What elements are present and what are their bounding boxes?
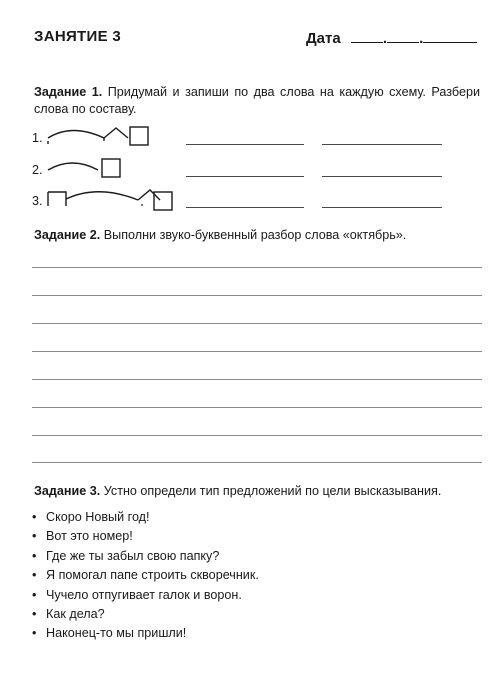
- date-field[interactable]: [306, 28, 477, 47]
- bullet-icon: •: [32, 548, 37, 563]
- task1-label: Задание 1.: [34, 85, 103, 99]
- task3-instructions: [34, 483, 480, 500]
- bullet-icon: •: [32, 626, 37, 641]
- writing-line[interactable]: [32, 323, 482, 324]
- writing-line[interactable]: [32, 295, 482, 296]
- date-separator: .: [382, 30, 388, 47]
- bullet-icon: •: [32, 529, 37, 544]
- sentence-text: Где же ты забыл свою папку?: [46, 548, 220, 563]
- writing-line[interactable]: [32, 407, 482, 408]
- list-item: [32, 508, 259, 527]
- writing-line[interactable]: [32, 462, 482, 463]
- sentence-text: Как дела?: [46, 606, 105, 621]
- answer-line[interactable]: [186, 176, 304, 177]
- prefix-mark: [48, 192, 66, 206]
- ending-box: [130, 127, 148, 145]
- task2-label: Задание 2.: [34, 228, 101, 242]
- task2-instructions: [34, 227, 480, 244]
- suffix-roof: [104, 128, 128, 138]
- ending-box: [102, 159, 120, 177]
- bullet-icon: •: [32, 587, 37, 602]
- date-month-blank[interactable]: [387, 28, 419, 43]
- date-day-blank[interactable]: [351, 28, 383, 43]
- date-separator: .: [419, 30, 424, 47]
- scheme-number: 3.: [32, 194, 43, 208]
- list-item: [32, 527, 259, 546]
- word-scheme-2-icon: [46, 154, 126, 180]
- sentence-text: Вот это номер!: [46, 529, 133, 544]
- sentence-list: [32, 508, 259, 644]
- writing-line[interactable]: [32, 267, 482, 268]
- list-item: [32, 624, 259, 643]
- word-scheme-1-icon: [46, 122, 158, 148]
- answer-line[interactable]: [186, 144, 304, 145]
- task3-text: Устно определи тип предложений по цели высказывания.: [103, 484, 442, 498]
- date-year-blank[interactable]: [423, 28, 477, 43]
- root-arc: [48, 163, 98, 170]
- scheme-number: 2.: [32, 163, 43, 177]
- task1-text: Придумай и запиши по два слова на каждую схему. Разбери слова по составу.: [34, 85, 481, 116]
- answer-line[interactable]: [322, 176, 442, 177]
- list-item: [32, 586, 259, 605]
- sentence-text: Скоро Новый год!: [46, 510, 150, 524]
- list-item: [32, 605, 259, 624]
- answer-line[interactable]: [322, 207, 442, 208]
- list-item: [32, 547, 259, 566]
- bullet-icon: •: [32, 510, 37, 524]
- writing-line[interactable]: [32, 435, 482, 436]
- root-arc: [66, 192, 138, 200]
- bullet-icon: •: [32, 568, 37, 583]
- answer-line[interactable]: [322, 144, 442, 145]
- task3-label: Задание 3.: [34, 484, 101, 498]
- task1-instructions: [34, 84, 480, 118]
- writing-line[interactable]: [32, 351, 482, 352]
- writing-line[interactable]: [32, 379, 482, 380]
- lesson-title: ЗАНЯТИЕ 3: [34, 28, 122, 45]
- answer-line[interactable]: [186, 207, 304, 208]
- bullet-icon: •: [32, 606, 37, 621]
- sentence-text: Чучело отпугивает галок и ворон.: [46, 587, 242, 602]
- sentence-text: Наконец-то мы пришли!: [46, 626, 187, 641]
- ending-box: [154, 192, 172, 210]
- list-item: [32, 566, 259, 585]
- task2-text: Выполни звуко-буквенный разбор слова «октябрь».: [103, 228, 407, 242]
- word-scheme-3-icon: [46, 184, 178, 212]
- root-arc: [48, 131, 104, 145]
- date-label: Дата: [306, 30, 341, 47]
- sentence-text: Я помогал папе строить скворечник.: [46, 568, 259, 583]
- scheme-number: 1.: [32, 131, 43, 145]
